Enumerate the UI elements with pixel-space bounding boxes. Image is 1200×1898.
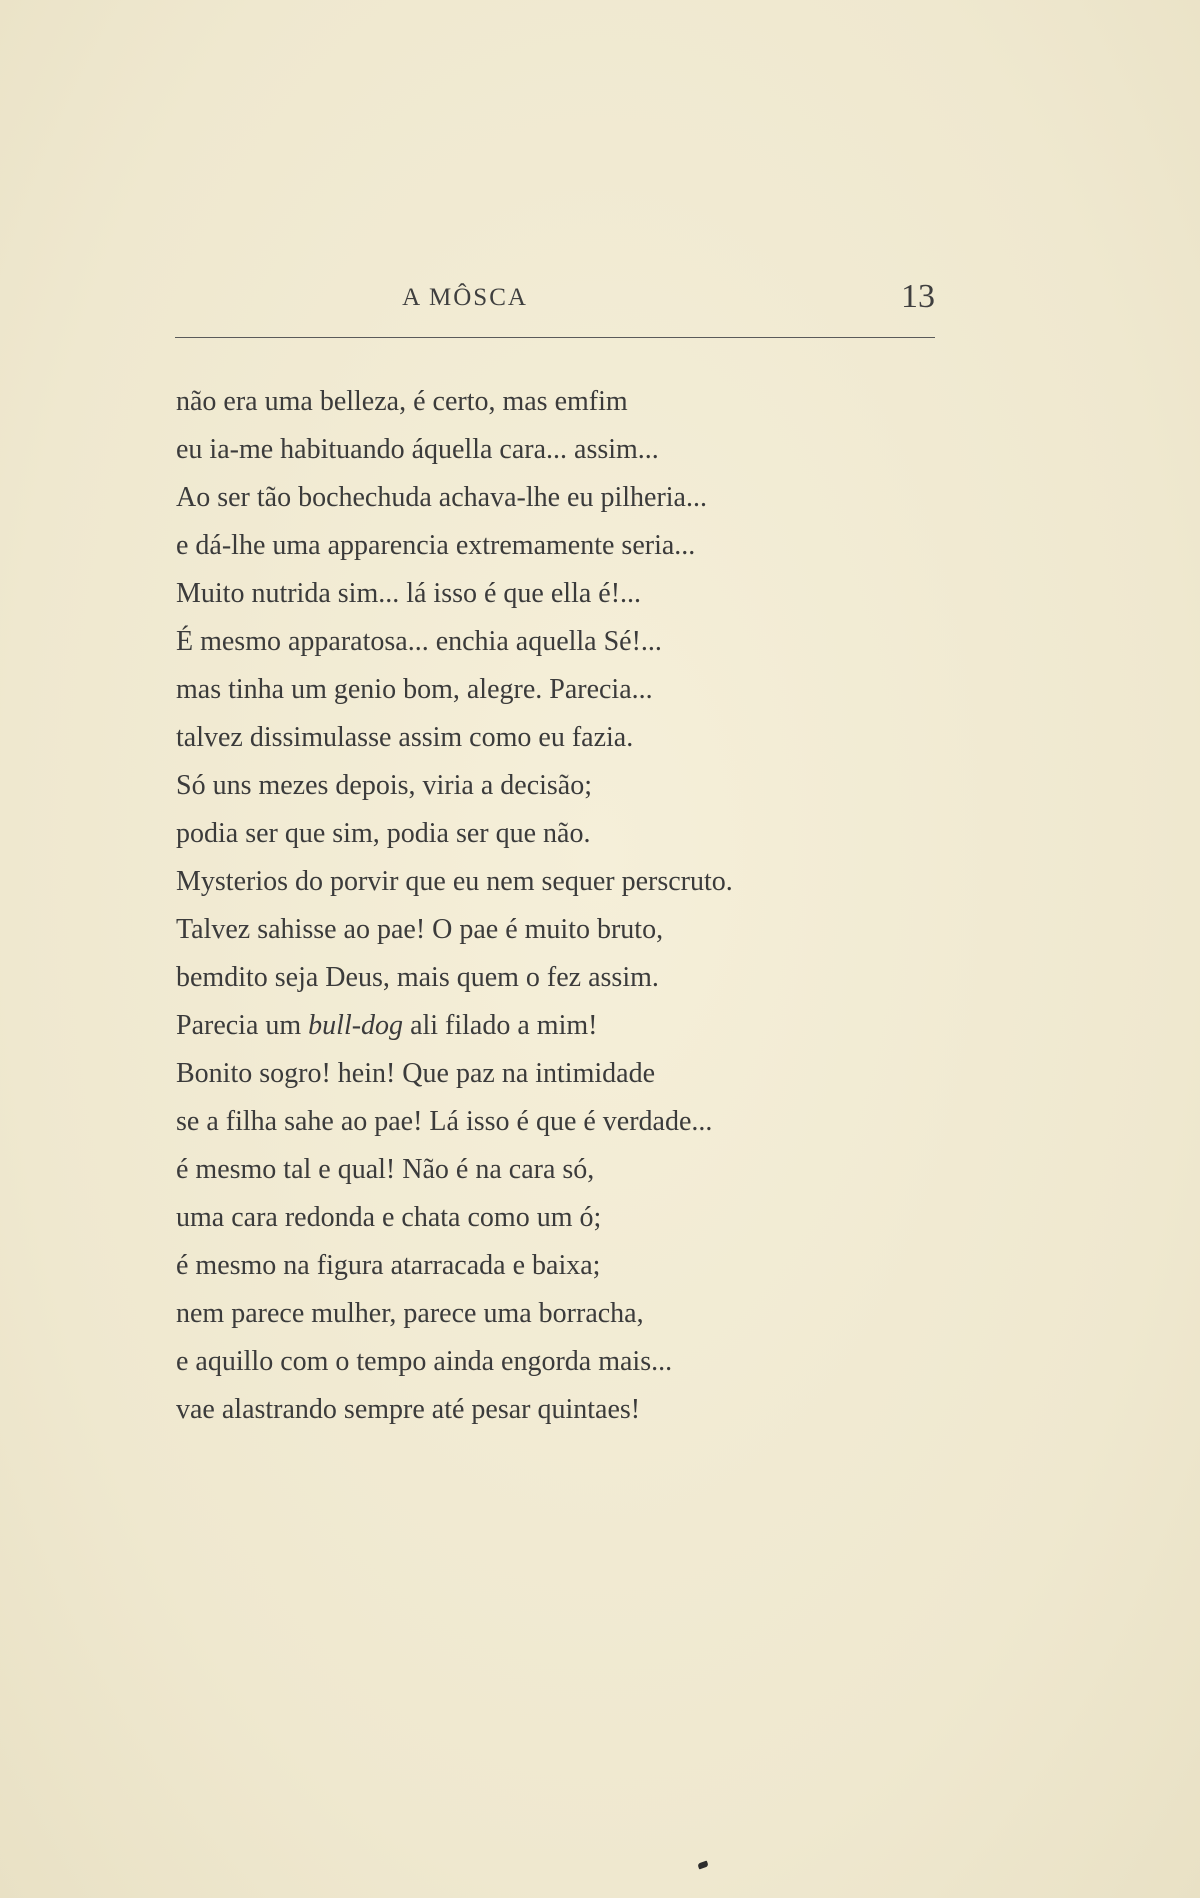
header-rule	[175, 337, 935, 338]
poem-text	[176, 378, 876, 1434]
poem-line-5: Muito nutrida sim... lá isso é que ella é!...	[176, 578, 642, 609]
poem-line-10: podia ser que sim, podia ser que não.	[176, 818, 591, 849]
poem-line-12: Talvez sahisse ao pae! O pae é muito bruto,	[176, 914, 664, 945]
poem-line-14-after: ali filado a mim!	[403, 1010, 598, 1041]
running-title: A MÔSCA	[402, 284, 528, 311]
page-number: 13	[901, 278, 935, 315]
poem-line-2: eu ia-me habituando áquella cara... assim...	[176, 434, 659, 465]
poem-line-22: vae alastrando sempre até pesar quintaes!	[176, 1394, 641, 1425]
poem-line-19: é mesmo na figura atarracada e baixa;	[176, 1250, 601, 1281]
poem-line-9: Só uns mezes depois, viria a decisão;	[176, 770, 593, 801]
poem-line-6: É mesmo apparatosa... enchia aquella Sé!...	[176, 626, 662, 657]
poem-line-4: e dá-lhe uma apparencia extremamente seria...	[176, 530, 696, 561]
poem-line-8: talvez dissimulasse assim como eu fazia.	[176, 722, 634, 753]
poem-line-15: Bonito sogro! hein! Que paz na intimidade	[176, 1058, 655, 1089]
poem-line-14	[176, 1002, 876, 1050]
poem-line-18: uma cara redonda e chata como um ó;	[176, 1202, 602, 1233]
poem-line-11: Mysterios do porvir que eu nem sequer perscruto.	[176, 866, 733, 897]
poem-line-16: se a filha sahe ao pae! Lá isso é que é verdade...	[176, 1106, 713, 1137]
poem-line-20: nem parece mulher, parece uma borracha,	[176, 1298, 644, 1329]
page-header	[175, 278, 935, 320]
poem-line-13: bemdito seja Deus, mais quem o fez assim.	[176, 962, 659, 993]
poem-line-7: mas tinha um genio bom, alegre. Parecia...	[176, 674, 653, 705]
poem-line-21: e aquillo com o tempo ainda engorda mais...	[176, 1346, 673, 1377]
poem-line-17: é mesmo tal e qual! Não é na cara só,	[176, 1154, 595, 1185]
poem-line-14-italic: bull-dog	[308, 1010, 404, 1041]
poem-line-3: Ao ser tão bochechuda achava-lhe eu pilheria...	[176, 482, 707, 513]
ink-speck	[697, 1860, 708, 1869]
poem-line-14-before: Parecia um	[176, 1010, 309, 1041]
poem-line-1: não era uma belleza, é certo, mas emfim	[176, 386, 628, 417]
